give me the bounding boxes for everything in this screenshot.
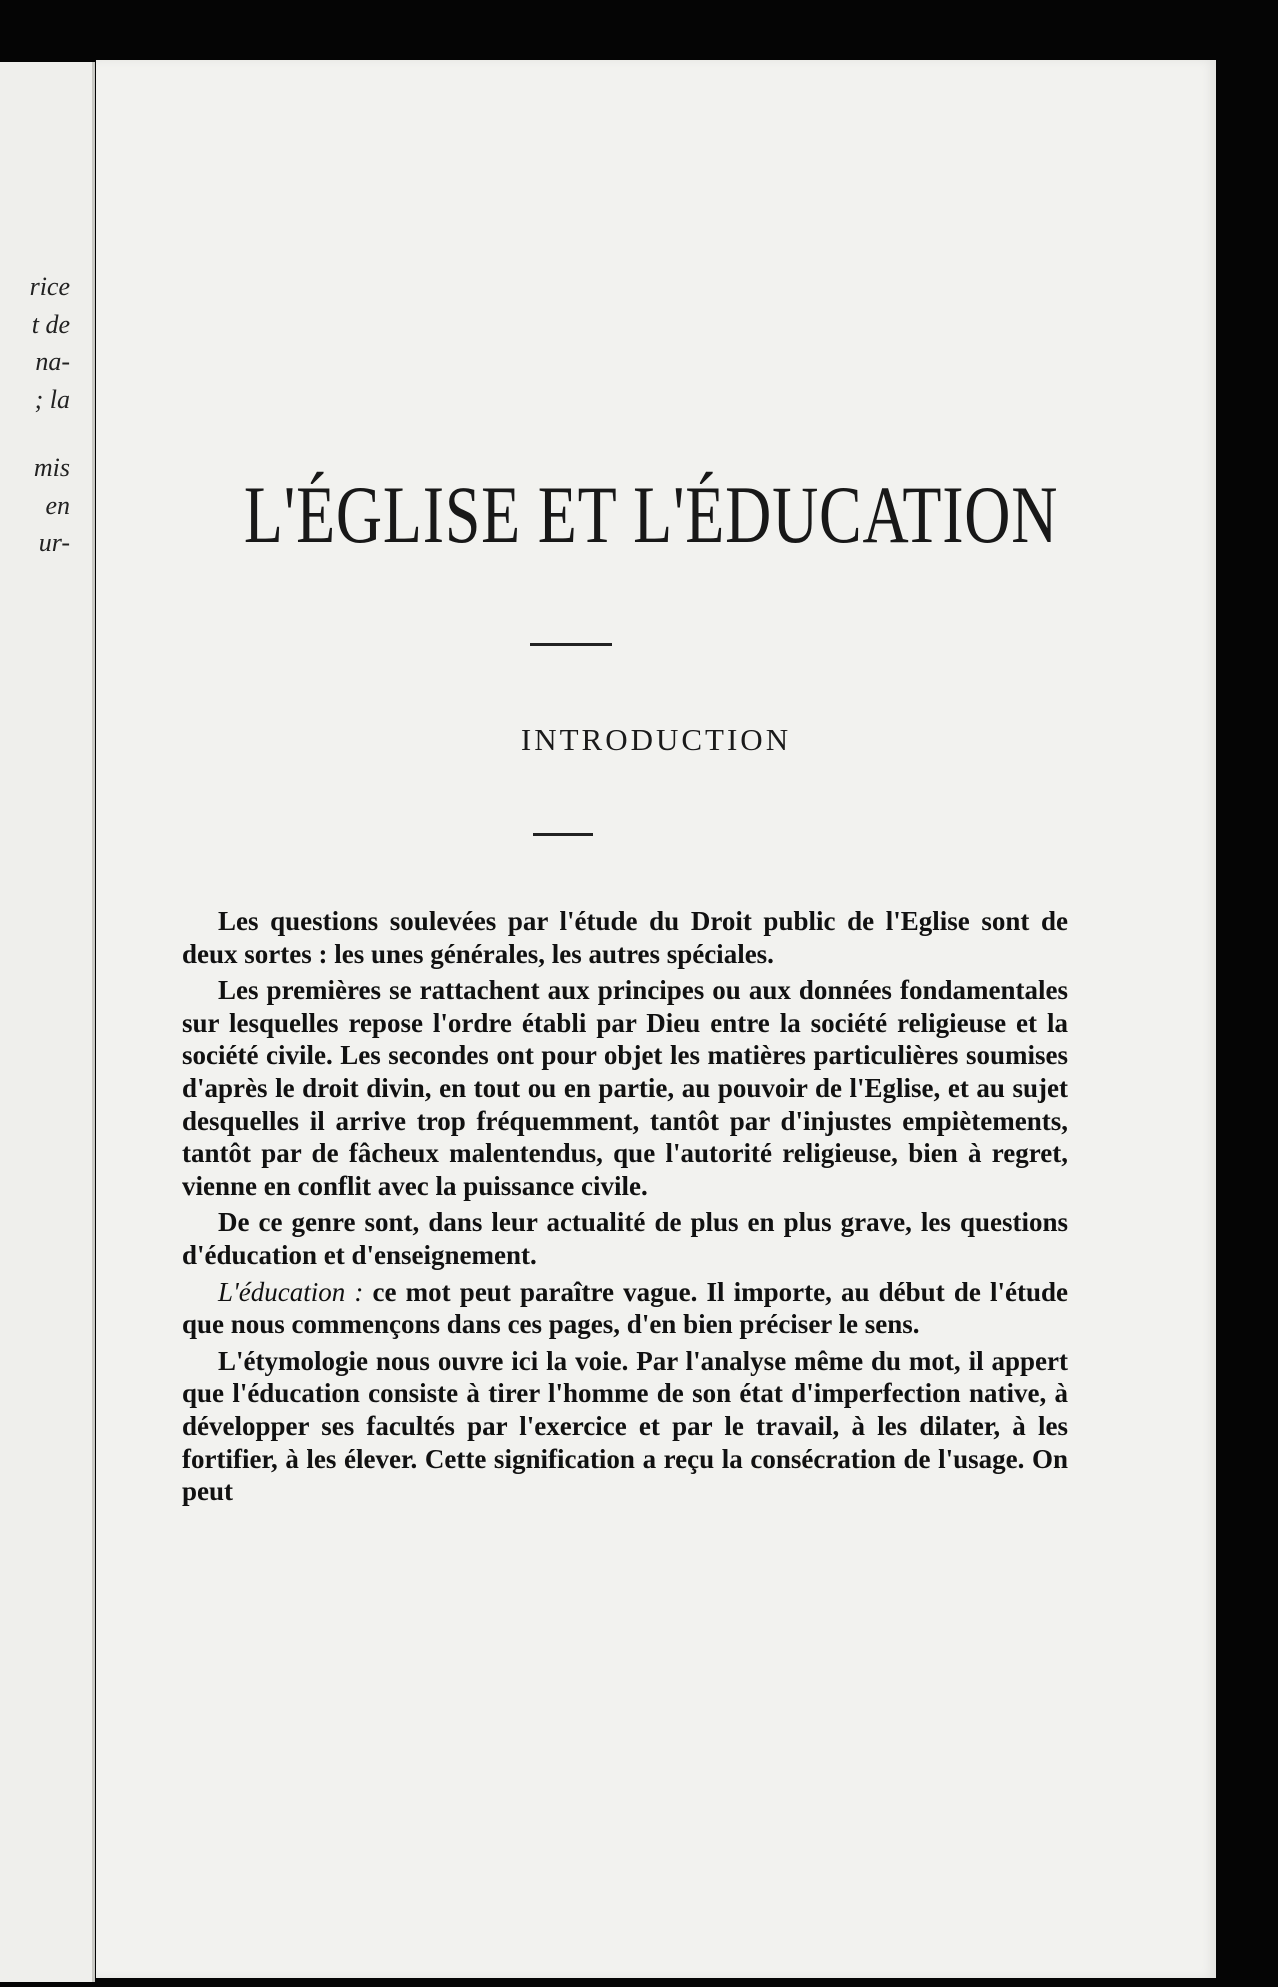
fragment-line: ur- [38, 528, 70, 557]
section-heading: INTRODUCTION [520, 722, 792, 757]
paragraph: Les premières se rattachent aux principes ou aux données fondamentales sur lesquelles repose l'ordre établi par Dieu entre la société religieuse et la société civile. Les secondes ont pour objet les matières particulières soumises d'après le droit divin, en tout ou en partie, au pouvoir de l'Eglise, et au sujet desquelles il arrive trop fréquemment, tantôt par d'injustes empiètements, tantôt par de fâcheux malentendus, que l'autorité religieuse, bien à regret, vienne en conflit avec la puissance civile. [182, 975, 1068, 1201]
title-divider [530, 643, 612, 646]
book-page [96, 60, 1216, 1978]
paragraph: De ce genre sont, dans leur actualité de plus en plus grave, les questions d'éducation et d'enseignement. [182, 1207, 1068, 1270]
fragment-line: rice [29, 272, 70, 301]
paragraph [182, 1276, 1068, 1341]
fragment-line: ; la [34, 384, 70, 414]
paragraph-rest: ce mot peut paraître vague. Il importe, au début de l'étude que nous commençons dans ces pages, d'en bien préciser le sens. [182, 1276, 1068, 1340]
fragment-line: na- [35, 347, 70, 376]
fragment-line: t de [31, 309, 70, 339]
paragraph: L'étymologie nous ouvre ici la voie. Par l'analyse même du mot, il appert que l'éducation consiste à tirer l'homme de son état d'imperfection native, à développer ses facultés par l'exercice et par le travail, à les dilater, à les fortifier, à les élever. Cette signification a reçu la consécration de l'usage. On peut [182, 1345, 1068, 1507]
fragment-line: mis [33, 453, 70, 482]
heading-divider [533, 833, 593, 836]
paragraph: Les questions soulevées par l'étude du Droit public de l'Eglise sont de deux sortes : les unes générales, les autres spéciales. [182, 906, 1068, 969]
page-title: L'ÉGLISE ET L'ÉDUCATION [243, 469, 1059, 560]
body-text [182, 905, 1068, 1512]
italic-term: L'éducation : [218, 1276, 364, 1307]
facing-page-text-fragments [0, 268, 70, 562]
fragment-line: en [45, 490, 70, 520]
